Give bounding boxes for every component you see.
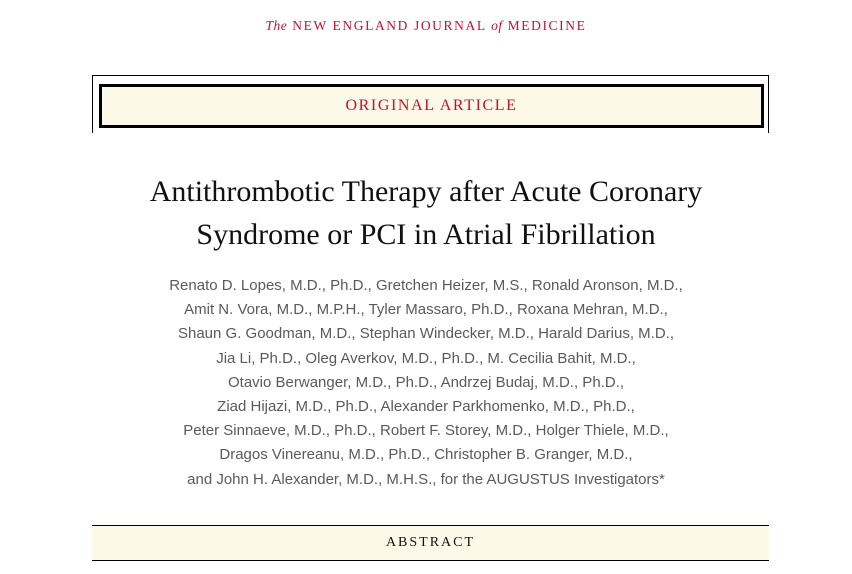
masthead-name-part1: NEW ENGLAND JOURNAL	[292, 18, 487, 33]
article-title	[0, 170, 852, 256]
author-line: and John H. Alexander, M.D., M.H.S., for the AUGUSTUS Investigators*	[187, 470, 665, 488]
masthead-name-part2: MEDICINE	[507, 18, 587, 33]
abstract-section-bar	[92, 525, 769, 561]
article-type-label: ORIGINAL ARTICLE	[345, 97, 518, 114]
author-line: Peter Sinnaeve, M.D., Ph.D., Robert F. Storey, M.D., Holger Thiele, M.D.,	[183, 422, 669, 440]
author-line: Jia Li, Ph.D., Oleg Averkov, M.D., Ph.D., M. Cecilia Bahit, M.D.,	[216, 349, 636, 367]
author-line: Amit N. Vora, M.D., M.P.H., Tyler Massaro, Ph.D., Roxana Mehran, M.D.,	[184, 301, 668, 319]
masthead-of: of	[491, 18, 503, 33]
article-type-box	[99, 84, 764, 128]
author-list	[0, 274, 852, 492]
abstract-heading: ABSTRACT	[385, 535, 476, 550]
author-line: Otavio Berwanger, M.D., Ph.D., Andrzej Budaj, M.D., Ph.D.,	[228, 373, 624, 391]
author-line: Renato D. Lopes, M.D., Ph.D., Gretchen Heizer, M.S., Ronald Aronson, M.D.,	[169, 277, 683, 294]
title-line: Antithrombotic Therapy after Acute Coronary	[149, 175, 703, 208]
author-line: Dragos Vinereanu, M.D., Ph.D., Christopher B. Granger, M.D.,	[219, 446, 633, 464]
title-line: Syndrome or PCI in Atrial Fibrillation	[196, 218, 656, 251]
masthead-the: The	[265, 18, 288, 33]
journal-masthead	[0, 16, 852, 36]
author-line: Shaun G. Goodman, M.D., Stephan Windecker, M.D., Harald Darius, M.D.,	[177, 325, 675, 343]
author-line: Ziad Hijazi, M.D., Ph.D., Alexander Parkhomenko, M.D., Ph.D.,	[217, 398, 635, 416]
